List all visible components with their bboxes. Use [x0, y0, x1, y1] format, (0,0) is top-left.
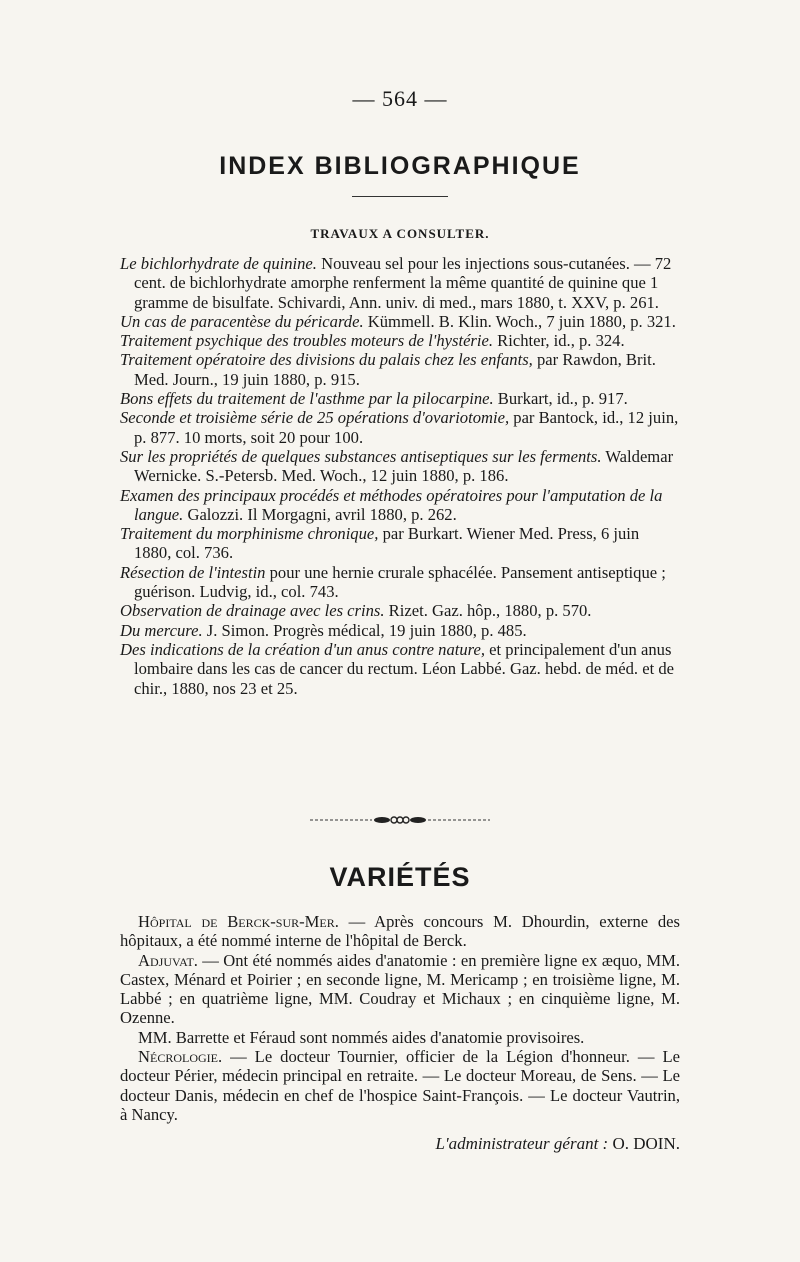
- index-title: INDEX BIBLIOGRAPHIQUE: [219, 152, 581, 180]
- bib-entry-title: Observation de drainage avec les crins.: [120, 601, 385, 621]
- bib-entry: [120, 621, 680, 640]
- title-rule: [352, 196, 448, 197]
- bib-entry-title: Un cas de paracentèse du péricarde.: [120, 311, 364, 331]
- varietes-title: VARIÉTÉS: [329, 862, 471, 892]
- bib-entry: [120, 601, 680, 620]
- bibliography-list: [120, 254, 680, 698]
- bib-entry-text: par Rawdon, Brit. Med. Journ., 19 juin 1880, p. 915.: [134, 350, 656, 389]
- bib-entry: [120, 350, 680, 389]
- bib-entry-text: Burkart, id., p. 917.: [493, 389, 628, 409]
- signature-label: L'administrateur gérant :: [435, 1134, 609, 1153]
- bib-entry: [120, 389, 680, 408]
- paragraph-text: — Le docteur Tournier, officier de la Légion d'honneur. — Le docteur Périer, médecin principal en retraite. — Le docteur Moreau, de Sens. — Le docteur Danis, médecin en chef de l'hospice Saint-François. — Le docteur Vautrin, à Nancy.: [120, 1047, 680, 1124]
- bib-entry-title: Traitement psychique des troubles moteurs de l'hystérie.: [120, 331, 494, 351]
- bib-entry-title: Du mercure.: [120, 620, 203, 640]
- bib-entry-title: Traitement du morphinisme chronique,: [120, 524, 379, 544]
- bib-entry-text: par Burkart. Wiener Med. Press, 6 juin 1880, col. 736.: [134, 524, 640, 563]
- bib-entry-text: J. Simon. Progrès médical, 19 juin 1880, p. 485.: [202, 620, 527, 640]
- paragraph-lead: Adjuvat.: [138, 950, 198, 970]
- bib-entry: [120, 331, 680, 350]
- bib-entry: [120, 447, 680, 486]
- bib-entry-title: Examen des principaux procédés et méthodes opératoires pour l'amputation de la langue.: [120, 485, 663, 524]
- bib-entry-title: Des indications de la création d'un anus contre nature,: [120, 639, 486, 659]
- bib-entry: [120, 312, 680, 331]
- bib-entry: [120, 408, 680, 447]
- bib-entry-text: Richter, id., p. 324.: [493, 331, 625, 351]
- paragraph-text: — Ont été nommés aides d'anatomie : en première ligne ex æquo, MM. Castex, Ménard et Poirier ; en seconde ligne, M. Mericamp ; en troisième ligne, M. Labbé ; en quatrième ligne, MM. Coudray et Michaux ; en cinquième ligne, M. Ozenne.: [120, 950, 680, 1028]
- signature: [120, 1134, 680, 1154]
- ornament-divider-icon: [310, 812, 490, 828]
- bib-entry-text: Waldemar Wernicke. S.-Petersb. Med. Woch., 12 juin 1880, p. 186.: [134, 446, 674, 486]
- bib-entry-title: Seconde et troisième série de 25 opérations d'ovariotomie,: [120, 408, 510, 428]
- bib-entry-text: Rizet. Gaz. hôp., 1880, p. 570.: [384, 601, 592, 621]
- paragraph-lead: Nécrologie.: [138, 1047, 223, 1067]
- news-paragraph: [120, 1028, 680, 1047]
- bib-entry: [120, 486, 680, 525]
- bib-entry-text: par Bantock, id., 12 juin, p. 877. 10 morts, soit 20 pour 100.: [134, 408, 679, 447]
- news-paragraph: [120, 951, 680, 1028]
- bib-entry-title: Traitement opératoire des divisions du palais chez les enfants,: [120, 350, 533, 370]
- bib-entry: [120, 563, 680, 602]
- bib-entry-text: Galozzi. Il Morgagni, avril 1880, p. 262.: [183, 504, 457, 524]
- section-subtitle: TRAVAUX A CONSULTER.: [310, 226, 490, 241]
- bib-entry-text: pour une hernie crurale sphacélée. Pansement antiseptique ; guérison. Ludvig, id., col. 743.: [134, 562, 666, 602]
- page-number: — 564 —: [352, 86, 448, 111]
- bib-entry: [120, 254, 680, 312]
- bib-entry-text: et principalement d'un anus lombaire dans les cas de cancer du rectum. Léon Labbé. Gaz. hebd. de méd. et de chir., 1880, nos 23 et 25.: [134, 639, 674, 698]
- signature-name: O. DOIN.: [608, 1134, 680, 1153]
- bib-entry-title: Bons effets du traitement de l'asthme par la pilocarpine.: [120, 389, 494, 409]
- paragraph-text: MM. Barrette et Féraud sont nommés aides d'anatomie provisoires.: [138, 1027, 585, 1047]
- bib-entry-title: Résection de l'intestin: [120, 562, 266, 582]
- news-paragraph: [120, 1047, 680, 1124]
- varietes-section: [120, 912, 680, 1124]
- bib-entry-text: Kümmell. B. Klin. Woch., 7 juin 1880, p. 321.: [363, 311, 676, 331]
- bib-entry-title: Le bichlorhydrate de quinine.: [120, 254, 317, 273]
- news-paragraph: [120, 912, 680, 951]
- paragraph-lead: Hôpital de Berck-sur-Mer.: [138, 912, 339, 931]
- bib-entry-text: Nouveau sel pour les injections sous-cutanées. — 72 cent. de bichlorhydrate amorphe renferment la même quantité de quinine que 1 gramme de bisulfate. Schivardi, Ann. univ. di med., mars 1880, t. XXV, p. 261.: [134, 254, 672, 312]
- bib-entry: [120, 640, 680, 698]
- bib-entry-title: Sur les propriétés de quelques substances antiseptiques sur les ferments.: [120, 446, 602, 466]
- paragraph-text: — Après concours M. Dhourdin, externe des hôpitaux, a été nommé interne de l'hôpital de Berck.: [120, 912, 680, 951]
- bib-entry: [120, 524, 680, 563]
